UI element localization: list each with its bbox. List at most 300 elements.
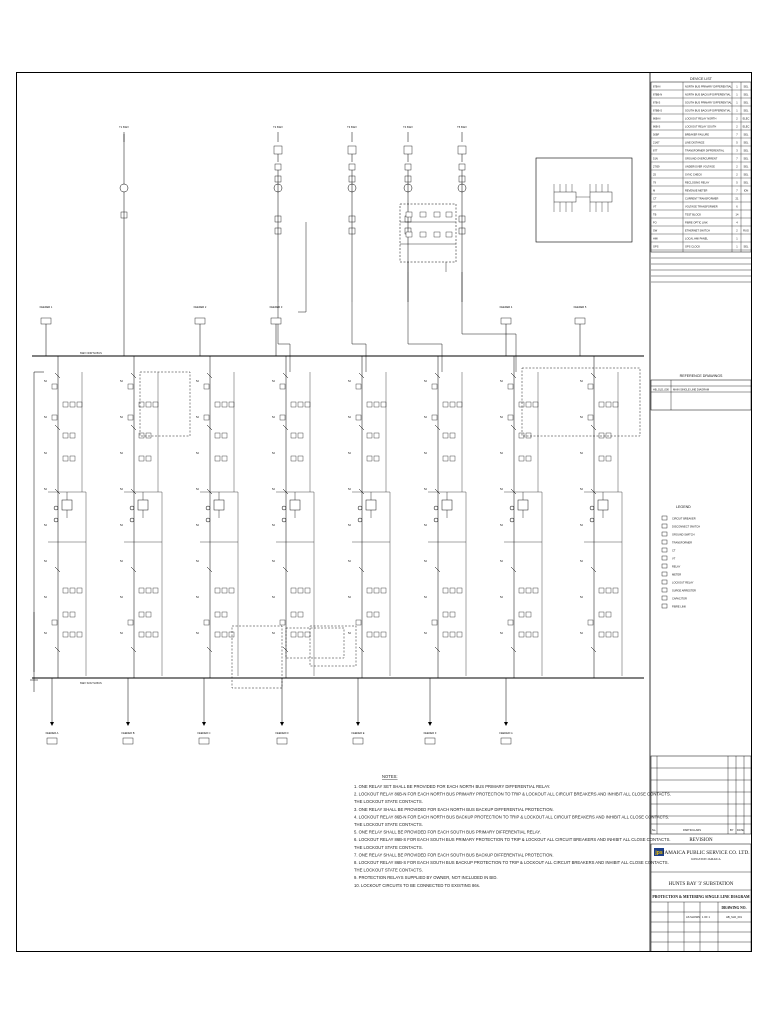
device-description: GPS CLOCK — [685, 245, 701, 249]
legend-item — [662, 556, 676, 561]
bottom-feeder-5 — [352, 678, 365, 744]
relay-block — [280, 384, 285, 389]
relay-block — [432, 620, 437, 625]
feeder-arrow-icon — [50, 722, 54, 726]
bay-column-2 — [120, 356, 162, 678]
upper-feeder-label: FEEDER 2 — [193, 306, 207, 309]
relay-block — [519, 456, 524, 461]
source-1 — [119, 125, 129, 356]
device-tag: 52 — [348, 560, 351, 563]
device-list-row — [653, 109, 749, 113]
device-tag: 52 — [500, 380, 503, 383]
device-tag: 52 — [580, 416, 583, 419]
device-list-extra-rows — [651, 258, 751, 282]
bottom-feeder-label: FEEDER A — [45, 732, 59, 735]
device-qty: 7 — [736, 157, 738, 161]
device-code: 87B-S — [653, 101, 661, 105]
relay-block — [63, 433, 68, 438]
device-list-row — [653, 189, 748, 193]
sheet-value: 1 OF 1 — [702, 916, 710, 919]
legend-label: LOCKOUT RELAY — [672, 581, 694, 585]
relay-block — [519, 588, 524, 593]
device-tag: 52 — [424, 632, 427, 635]
upper-feeder-label: FEEDER 3 — [269, 306, 283, 309]
ct-icon — [434, 518, 438, 522]
ct-icon — [282, 506, 286, 510]
feeder-box — [425, 738, 435, 744]
relay-block — [146, 632, 151, 637]
device-code: 21/67 — [653, 141, 660, 145]
relay-block — [215, 456, 220, 461]
device-maker: SEL — [743, 149, 749, 153]
legend-item — [662, 588, 696, 593]
device-description: TEST BLOCK — [685, 213, 702, 217]
source-relay — [459, 164, 465, 170]
legend-symbol — [662, 548, 667, 552]
ct-icon — [510, 506, 514, 510]
source-label: T4 69kV — [403, 126, 413, 129]
revision-date-header: DATE — [737, 829, 744, 832]
north-bus-label: 69kV NORTH BUS — [80, 352, 102, 355]
south-bus-label: 69kV SOUTH BUS — [80, 682, 102, 685]
device-description: CURRENT TRANSFORMER — [685, 197, 719, 201]
revision-no-header: No. — [652, 829, 657, 832]
bottom-feeder-6 — [424, 678, 437, 744]
relay-block — [599, 433, 604, 438]
relay-block — [381, 402, 386, 407]
ct-icon — [206, 518, 210, 522]
relay-block — [139, 612, 144, 617]
device-description: BREAKER FAILURE — [685, 133, 709, 137]
south-bus — [32, 678, 644, 685]
device-maker: SEL — [743, 85, 749, 89]
relay-block — [153, 402, 158, 407]
device-qty: 7 — [736, 189, 738, 193]
note-line: THE LOCKOUT STATE CONTACTS. — [354, 799, 423, 805]
circuit-breaker — [366, 500, 376, 510]
legend-label: CIRCUIT BREAKER — [672, 517, 696, 521]
device-description: NORTH BUS BACKUP DIFFERENTIAL — [685, 93, 731, 97]
relay-block — [450, 433, 455, 438]
device-code: M — [653, 189, 656, 193]
upper-feeder-5 — [574, 305, 587, 356]
device-tag: 52 — [500, 596, 503, 599]
relay-block — [52, 384, 57, 389]
relay-block — [606, 456, 611, 461]
device-code: 87BB-S — [653, 109, 662, 113]
relay-block — [588, 620, 593, 625]
relay-block — [526, 632, 531, 637]
legend-item — [662, 580, 694, 585]
relay-block — [298, 433, 303, 438]
device-qty: 6 — [736, 205, 738, 209]
device-qty: 1 — [736, 93, 738, 97]
device-tag: 52 — [272, 524, 275, 527]
device-tag: 52 — [580, 380, 583, 383]
circuit-breaker — [598, 500, 608, 510]
device-tag: 52 — [120, 380, 123, 383]
device-description: FIBRE OPTIC LINK — [685, 221, 708, 225]
device-tag: 52 — [424, 488, 427, 491]
drawing-title: PROTECTION & METERING SINGLE LINE DIAGRAM — [652, 895, 750, 899]
device-description: GROUND OVERCURRENT — [685, 157, 718, 161]
relay-block — [457, 588, 462, 593]
legend-label: SURGE ARRESTER — [672, 589, 696, 593]
relay-block — [588, 415, 593, 420]
relay-block — [367, 456, 372, 461]
device-tag: 52 — [348, 416, 351, 419]
relay-block — [443, 433, 448, 438]
relay-block — [298, 402, 303, 407]
relay-block — [508, 384, 513, 389]
note-line: 7. ONE RELAY SHALL BE PROVIDED FOR EACH SOUTH BUS BACKUP DIFFERENTIAL PROTECTION. — [354, 852, 554, 858]
feeder-arrow-icon — [504, 722, 508, 726]
relay-block — [432, 384, 437, 389]
relay-block — [526, 612, 531, 617]
single-line-diagram — [16, 72, 752, 952]
legend-item — [662, 524, 700, 529]
feeder-arrow-icon — [202, 722, 206, 726]
ct-icon — [358, 518, 362, 522]
relay-block — [70, 588, 75, 593]
upper-feeder-1 — [40, 305, 53, 356]
device-maker: SEL — [743, 101, 749, 105]
revision-table — [651, 756, 751, 843]
scale-value: AS SHOWN — [686, 916, 701, 919]
relay-block — [70, 632, 75, 637]
relay-block — [356, 620, 361, 625]
device-qty: 1 — [736, 245, 738, 249]
legend-label: GROUND SWITCH — [672, 533, 695, 537]
device-list-row — [653, 117, 750, 121]
device-code: 87B-N — [653, 85, 661, 89]
source-3 — [347, 125, 357, 302]
device-list-row — [653, 149, 749, 153]
device-code: VT — [653, 205, 657, 209]
device-tag: 52 — [348, 524, 351, 527]
relay-block — [63, 456, 68, 461]
circuit-breaker — [214, 500, 224, 510]
relay-block — [204, 384, 209, 389]
relay-block — [215, 588, 220, 593]
ct-icon — [590, 506, 594, 510]
relay-block — [128, 415, 133, 420]
ct-icon — [54, 518, 58, 522]
device-qty: 5 — [736, 181, 738, 185]
source-breaker — [458, 146, 466, 154]
relay-block — [63, 402, 68, 407]
note-line: 8. LOCKOUT RELAY 86B-S FOR EACH SOUTH BUS BACKUP PROTECTION TO TRIP & LOCKOUT ALL CIRCUIT BREAKERS AND INHIBIT ALL CLOSE CONTACTS. — [354, 860, 669, 865]
legend-item — [662, 596, 687, 601]
device-tag: 52 — [272, 416, 275, 419]
device-tag: 52 — [44, 524, 47, 527]
drawing-sheet — [16, 72, 752, 952]
device-tag: 52 — [196, 596, 199, 599]
device-list-row — [653, 85, 749, 89]
device-maker: ELEC — [742, 125, 750, 129]
relay-block — [606, 588, 611, 593]
device-tag: 52 — [500, 452, 503, 455]
circuit-breaker — [62, 500, 72, 510]
device-tag: 52 — [424, 560, 427, 563]
device-tag: 52 — [272, 452, 275, 455]
substation-name: HUNTS BAY '3' SUBSTATION — [668, 882, 734, 887]
device-code: 51N — [653, 157, 658, 161]
bottom-feeder-label: FEEDER E — [351, 732, 365, 735]
note-line: THE LOCKOUT STATE CONTACTS. — [354, 822, 423, 827]
device-code: GPS — [653, 245, 659, 249]
device-description: TRANSFORMER DIFFERENTIAL — [685, 149, 725, 153]
device-tag: 52 — [500, 416, 503, 419]
device-tag: 52 — [580, 488, 583, 491]
relay-block — [229, 588, 234, 593]
feeder-arrow-icon — [280, 722, 284, 726]
legend-symbol — [662, 572, 667, 576]
device-description: UNDER/OVER VOLTAGE — [685, 165, 715, 169]
legend-symbol — [662, 532, 667, 536]
relay-block — [146, 433, 151, 438]
reference-drawings-title: REFERENCE DRAWINGS — [679, 374, 723, 378]
device-code: TB — [653, 213, 657, 217]
device-tag: 52 — [196, 560, 199, 563]
device-maker: SEL — [743, 141, 749, 145]
relay-block — [204, 620, 209, 625]
device-tag: 52 — [348, 452, 351, 455]
reference-drawing-title: MAIN SINGLE LINE DIAGRAM — [673, 388, 710, 392]
device-maker: SEL — [743, 109, 749, 113]
device-tag: 52 — [120, 596, 123, 599]
relay-block — [526, 433, 531, 438]
relay-block — [599, 402, 604, 407]
device-list-row — [653, 229, 749, 233]
note-line: 2. LOCKOUT RELAY 86B-N FOR EACH NORTH BUS PRIMARY PROTECTION TO TRIP & LOCKOUT ALL CIRCUIT BREAKERS AND INHIBIT ALL CLOSE CONTACTS. — [354, 791, 671, 797]
device-maker: SEL — [743, 165, 749, 169]
relay-block — [153, 632, 158, 637]
relay-block — [457, 632, 462, 637]
legend-label: DISCONNECT SWITCH — [672, 525, 701, 529]
relay-block — [280, 415, 285, 420]
note-line: 4. LOCKOUT RELAY 86B-N FOR EACH NORTH BUS BACKUP PROTECTION TO TRIP & LOCKOUT ALL CIRCUIT BREAKERS AND INHIBIT ALL CLOSE CONTACTS. — [354, 814, 670, 820]
circuit-breaker — [290, 500, 300, 510]
note-line: 5. ONE RELAY SHALL BE PROVIDED FOR EACH SOUTH BUS PRIMARY DIFFERENTIAL RELAY. — [354, 829, 541, 835]
source-label: T1 69kV — [119, 126, 129, 129]
relay-block — [291, 456, 296, 461]
device-maker: ELEC — [742, 117, 750, 121]
company-location: KINGSTON JAMAICA — [691, 857, 721, 861]
device-maker: SEL — [743, 133, 749, 137]
relay-block — [374, 456, 379, 461]
device-tag: 52 — [120, 524, 123, 527]
device-qty: 1 — [736, 237, 738, 241]
relay-block — [305, 588, 310, 593]
legend-symbol — [662, 524, 667, 528]
source-2 — [273, 125, 283, 302]
sheet-border — [17, 73, 752, 952]
source-label: T5 69kV — [457, 126, 467, 129]
device-list-row — [653, 205, 738, 209]
device-code: 27/59 — [653, 165, 660, 169]
device-list-row — [653, 213, 739, 217]
device-description: ETHERNET SWITCH — [685, 229, 710, 233]
relay-block — [215, 433, 220, 438]
company-name: JAMAICA PUBLIC SERVICE CO. LTD. — [662, 850, 750, 856]
device-qty: 5 — [736, 141, 738, 145]
device-tag: 52 — [272, 596, 275, 599]
device-list-row — [653, 133, 749, 137]
device-description: RECLOSING RELAY — [685, 181, 710, 185]
device-maker: SEL — [743, 157, 749, 161]
bay-column-3 — [196, 356, 238, 678]
circuit-breaker — [518, 500, 528, 510]
relay-block — [374, 433, 379, 438]
legend — [662, 505, 700, 609]
legend-item — [662, 572, 681, 577]
relay-block — [519, 612, 524, 617]
logo-text: jps — [655, 850, 663, 856]
device-tag: 52 — [196, 524, 199, 527]
relay-block — [519, 402, 524, 407]
relay-block — [146, 456, 151, 461]
device-list-row — [653, 157, 749, 161]
device-qty: 2 — [736, 165, 738, 169]
feeder-box — [47, 738, 57, 744]
bay-column-5 — [348, 356, 390, 678]
upper-feeder-3 — [270, 305, 283, 356]
device-description: SOUTH BUS BACKUP DIFFERENTIAL — [685, 109, 731, 113]
relay-block — [367, 433, 372, 438]
device-maker: SEL — [743, 173, 749, 177]
feeder-box — [123, 738, 133, 744]
device-tag: 52 — [44, 560, 47, 563]
relay-block — [588, 384, 593, 389]
relay-block — [139, 456, 144, 461]
device-maker: RUG — [743, 229, 749, 233]
device-list-row — [653, 237, 738, 241]
legend-symbol — [662, 604, 667, 608]
relay-block — [70, 402, 75, 407]
relay-block — [508, 415, 513, 420]
device-tag: 52 — [120, 488, 123, 491]
diagram-area — [30, 125, 644, 744]
legend-label: FIBRE LINK — [672, 605, 687, 609]
feeder-box — [353, 738, 363, 744]
drawing-no-label: DRAWING NO. — [721, 906, 747, 910]
feeder-box — [199, 738, 209, 744]
relay-block — [153, 588, 158, 593]
relay-block — [291, 402, 296, 407]
relay-block — [52, 620, 57, 625]
relay-block — [128, 620, 133, 625]
relay-block — [215, 612, 220, 617]
relay-block — [356, 384, 361, 389]
ct-icon — [130, 506, 134, 510]
revision-particulars-header: PARTICULARS — [683, 829, 701, 832]
bottom-feeder-1 — [46, 678, 59, 744]
bottom-feeder-label: FEEDER B — [121, 732, 135, 735]
upper-feeder-label: FEEDER 4 — [499, 306, 513, 309]
relay-block — [70, 456, 75, 461]
device-maker: SEL — [743, 245, 749, 249]
relay-block — [457, 402, 462, 407]
relay-block — [139, 588, 144, 593]
legend-item — [662, 516, 696, 521]
legend-title: LEGEND — [676, 505, 691, 509]
device-tag: 52 — [580, 524, 583, 527]
legend-symbol — [662, 580, 667, 584]
relay-block — [613, 588, 618, 593]
device-code: 86B-N — [653, 117, 661, 121]
feeder-box — [575, 318, 585, 324]
relay-block — [52, 415, 57, 420]
ct-icon — [358, 506, 362, 510]
device-tag: 52 — [424, 416, 427, 419]
device-tag: 52 — [196, 380, 199, 383]
relay-block — [128, 384, 133, 389]
device-tag: 52 — [348, 596, 351, 599]
legend-symbol — [662, 564, 667, 568]
legend-item — [662, 532, 695, 537]
source-breaker — [348, 146, 356, 154]
bottom-feeder-label: FEEDER D — [275, 732, 289, 735]
feeder-box — [501, 318, 511, 324]
device-qty: 2 — [736, 173, 738, 177]
relay-block — [298, 588, 303, 593]
relay-block — [215, 632, 220, 637]
relay-block — [443, 456, 448, 461]
relay-block — [374, 612, 379, 617]
upper-feeder-label: FEEDER 1 — [39, 306, 53, 309]
device-tag: 52 — [272, 632, 275, 635]
relay-block — [291, 588, 296, 593]
device-code: 86B-S — [653, 125, 661, 129]
relay-block — [356, 415, 361, 420]
notes — [354, 774, 671, 888]
relay-block — [222, 588, 227, 593]
device-tag: 52 — [44, 380, 47, 383]
note-line: 6. LOCKOUT RELAY 86B-S FOR EACH SOUTH BUS PRIMARY PROTECTION TO TRIP & LOCKOUT ALL CIRCUIT BREAKERS AND INHIBIT ALL CLOSE CONTACTS. — [354, 837, 671, 843]
notes-title: NOTES: — [382, 774, 398, 779]
relay-block — [443, 402, 448, 407]
legend-label: RELAY — [672, 565, 681, 569]
device-qty: 2 — [736, 229, 738, 233]
device-description: LOCKOUT RELAY NORTH — [685, 117, 717, 121]
device-code: 79 — [653, 181, 656, 185]
note-line: 9. PROTECTION RELAYS SUPPLIED BY OWNER, NOT INCLUDED IN BID. — [354, 875, 498, 881]
device-tag: 52 — [44, 596, 47, 599]
bottom-feeder-label: FEEDER C — [197, 732, 211, 735]
legend-item — [662, 548, 676, 553]
device-tag: 52 — [120, 452, 123, 455]
relay-block — [367, 632, 372, 637]
source-relay — [349, 164, 355, 170]
device-description: REVENUE METER — [685, 189, 708, 193]
relay-block — [450, 612, 455, 617]
relay-block — [381, 588, 386, 593]
feeder-box — [41, 318, 51, 324]
relay-block — [519, 433, 524, 438]
relay-block — [526, 402, 531, 407]
relay-block — [229, 632, 234, 637]
relay-block — [599, 456, 604, 461]
relay-block — [533, 588, 538, 593]
device-tag: 52 — [580, 596, 583, 599]
device-tag: 52 — [348, 632, 351, 635]
relay-block — [63, 588, 68, 593]
relay-block — [432, 415, 437, 420]
reference-drawing-no: HB_SLD_000 — [653, 388, 669, 392]
relay-block — [305, 632, 310, 637]
legend-label: METER — [672, 573, 682, 577]
